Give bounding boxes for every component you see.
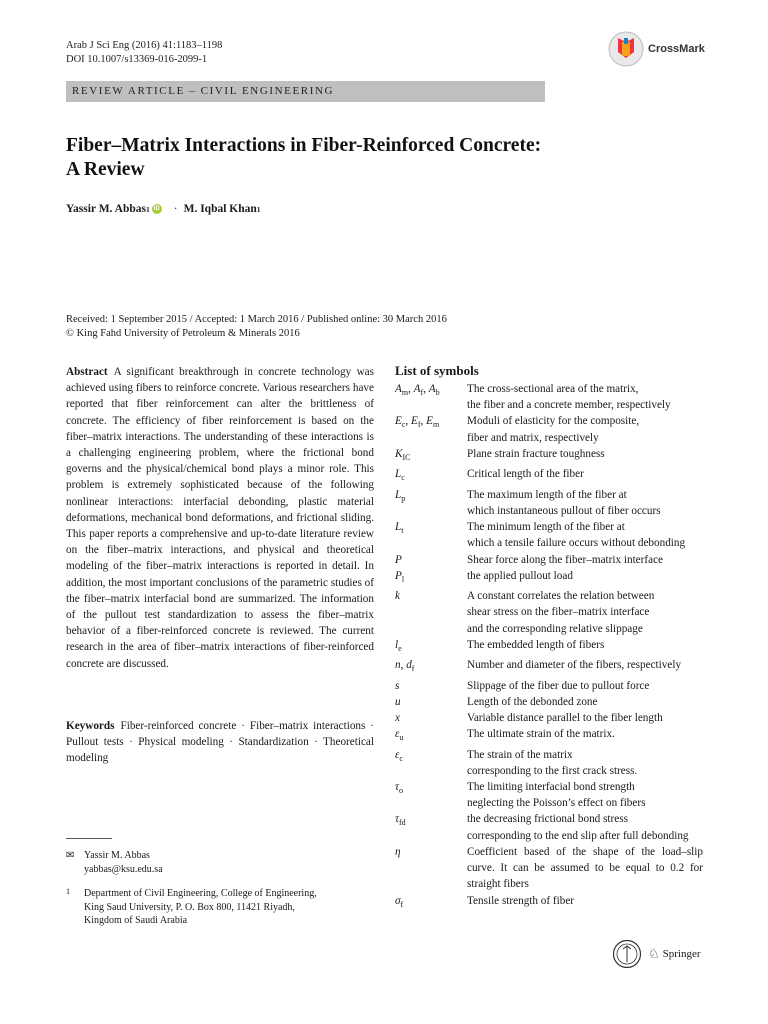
author-2[interactable]: M. Iqbal Khan xyxy=(183,203,257,215)
author-1-affiliation: 1 xyxy=(146,204,150,214)
abstract-text: A significant breakthrough in concrete technology was achieved using fibers to reinforce concrete. Various researchers have reported that fiber reinforcement can alter the brittleness of concrete. The efficiency of fiber reinforcement is based on the fiber–matrix interactions. The understanding of these interactions is a challenging engineering problem, where the frictional bond governs and the physical/chemical bond plays a minor role. This problem is extremely sophisticated because of the following nonlinear interactions: interfacial debonding, plastic material deformations, mechanical bond deformations, and frictional sliding. This paper reports a comprehensive and up-to-date literature review on the fiber–matrix interactions, and physical and theoretical modeling of the fiber–matrix interactions is reported in detail. In addition, the most important conclusions of the parametric studies of the fiber–matrix interfacial bond are summarized. The information of the pullout test standardization to assess the fiber–matrix behavior of a fiber-reinforced concrete is reviewed. The current research in the area of fiber–matrix interactions of fiber-reinforced concrete are discussed. xyxy=(66,366,374,670)
symbol-notation: $\sigma_f$ xyxy=(395,894,404,909)
title-line-2: A Review xyxy=(66,159,145,180)
symbol-definition: Critical length of the fiber xyxy=(467,468,584,481)
symbol-definition: The minimum length of the fiber at which a tensile failure occurs without debonding xyxy=(467,521,686,550)
doi-line[interactable]: DOI 10.1007/s13369-016-2099-1 xyxy=(66,54,208,65)
symbol-definition: Length of the debonded zone xyxy=(467,695,598,708)
symbol-row xyxy=(395,726,703,746)
publication-history xyxy=(66,313,706,341)
symbol-row xyxy=(395,779,703,811)
symbol-definition: Variable distance parallel to the fiber length xyxy=(467,712,663,725)
symbol-row xyxy=(395,637,703,657)
symbol-row xyxy=(395,588,703,637)
symbol-row xyxy=(395,844,703,893)
abstract-section xyxy=(66,364,374,672)
category-text: REVIEW ARTICLE – CIVIL ENGINEERING xyxy=(72,85,335,97)
symbol-notation: $l_e$ xyxy=(395,638,402,653)
symbol-definition: The cross-sectional area of the matrix, the fiber and a concrete member, respectively xyxy=(467,383,671,412)
keywords-label: Keywords xyxy=(66,720,115,732)
symbol-definition: The ultimate strain of the matrix. xyxy=(467,728,615,741)
symbol-notation: $A_m$, $A_f$, $A_b$ xyxy=(395,383,440,398)
keywords-section xyxy=(66,718,374,767)
symbol-definition: The strain of the matrix corresponding to the first crack stress. xyxy=(467,748,638,777)
symbol-row xyxy=(395,657,703,677)
symbol-row xyxy=(395,694,703,710)
symbol-definition: Number and diameter of the fibers, respectively xyxy=(467,659,682,672)
keywords-text: Fiber-reinforced concrete · Fiber–matrix interactions · Pullout tests · Physical modeling · Standardization · Theoretical modeling xyxy=(66,720,374,765)
footnote-divider xyxy=(66,838,112,839)
author-separator: · xyxy=(173,203,178,215)
symbol-notation: $L_t$ xyxy=(395,521,404,536)
symbol-notation: $\varepsilon_u$ xyxy=(395,728,404,743)
symbol-notation: k xyxy=(395,590,400,603)
corresponding-name: Yassir M. Abbas xyxy=(84,850,150,861)
symbol-row xyxy=(395,552,703,568)
symbol-row xyxy=(395,568,703,588)
symbol-definition: Slippage of the fiber due to pullout force xyxy=(467,679,650,692)
symbol-definition: Moduli of elasticity for the composite, fiber and matrix, respectively xyxy=(467,415,640,444)
symbol-definition: Shear force along the fiber–matrix interface xyxy=(467,553,663,566)
symbol-notation: $P_l$ xyxy=(395,569,405,584)
crossmark-badge[interactable] xyxy=(608,30,705,68)
symbols-list xyxy=(395,381,703,913)
symbol-notation: $\varepsilon_c$ xyxy=(395,748,403,763)
paper-title xyxy=(66,134,686,182)
symbol-notation: n, $d_f$ xyxy=(395,659,415,674)
journal-reference xyxy=(66,39,222,67)
symbol-row xyxy=(395,487,703,519)
symbols-heading: List of symbols xyxy=(395,363,479,378)
publisher-logo xyxy=(612,939,701,969)
symbol-definition: The limiting interfacial bond strength neglecting the Poisson’s effect on fibers xyxy=(467,781,646,810)
symbol-definition: The maximum length of the fiber at which instantaneous pullout of fiber occurs xyxy=(467,488,661,517)
symbol-definition: Coefficient based of the shape of the load–slip curve. It can be assumed to be equal to 0.2 for straight fibers xyxy=(467,845,703,891)
symbol-row xyxy=(395,747,703,779)
symbol-notation: x xyxy=(395,712,400,725)
affiliation-line: Department of Civil Engineering, College of Engineering, xyxy=(84,888,317,899)
symbol-definition: A constant correlates the relation between shear stress on the fiber–matrix interface and the corresponding relative slippage xyxy=(467,590,655,635)
orcid-icon[interactable]: iD xyxy=(153,206,160,212)
symbol-notation: η xyxy=(395,845,401,858)
symbol-row xyxy=(395,381,703,413)
history-dates: Received: 1 September 2015 / Accepted: 1 March 2016 / Published online: 30 March 2016 xyxy=(66,314,447,325)
symbol-row xyxy=(395,811,703,843)
envelope-icon: ✉ xyxy=(66,850,75,861)
symbol-notation: P xyxy=(395,553,402,566)
symbol-definition: The embedded length of fibers xyxy=(467,638,605,651)
symbol-notation: $\tau_{fd}$ xyxy=(395,813,406,828)
symbol-notation: $E_c$, $E_f$, $E_m$ xyxy=(395,415,440,430)
author-1[interactable]: Yassir M. Abbas xyxy=(66,203,146,215)
symbol-definition: Plane strain fracture toughness xyxy=(467,447,605,460)
category-banner xyxy=(66,81,545,102)
symbol-row xyxy=(395,446,703,466)
symbol-definition: the applied pullout load xyxy=(467,569,573,582)
affiliation-number: 1 xyxy=(66,887,70,896)
publisher-name: Springer xyxy=(662,948,701,960)
affiliation-line: Kingdom of Saudi Arabia xyxy=(84,915,188,926)
corresponding-email[interactable]: yabbas@ksu.edu.sa xyxy=(84,863,163,875)
crossmark-label: CrossMark xyxy=(648,43,705,55)
symbol-notation: s xyxy=(395,679,400,692)
symbol-notation: $\tau_o$ xyxy=(395,781,404,796)
title-line-1: Fiber–Matrix Interactions in Fiber-Reinforced Concrete: xyxy=(66,135,542,156)
symbol-notation: $L_p$ xyxy=(395,488,406,503)
corresponding-author xyxy=(66,849,163,876)
affiliation-line: King Saud University, P. O. Box 800, 11421 Riyadh, xyxy=(84,901,295,913)
author-list xyxy=(66,203,261,215)
affiliation xyxy=(66,887,317,928)
crossmark-icon xyxy=(608,30,644,68)
symbol-row xyxy=(395,678,703,694)
springer-horse-icon: ♘ xyxy=(648,946,660,962)
journal-line: Arab J Sci Eng (2016) 41:1183–1198 xyxy=(66,40,223,51)
symbol-definition: the decreasing frictional bond stress corresponding to the end slip after full debonding xyxy=(467,813,689,842)
abstract-label: Abstract xyxy=(66,366,108,378)
symbol-notation: $K_{IC}$ xyxy=(395,447,411,463)
symbol-row xyxy=(395,466,703,486)
symbol-row xyxy=(395,893,703,913)
symbol-notation: u xyxy=(395,695,401,708)
symbol-row xyxy=(395,413,703,445)
symbol-row xyxy=(395,710,703,726)
seal-icon xyxy=(612,939,642,969)
author-2-affiliation: 1 xyxy=(256,204,261,214)
symbol-definition: Tensile strength of fiber xyxy=(467,894,575,907)
symbol-notation: $L_c$ xyxy=(395,468,405,483)
copyright-line: © King Fahd University of Petroleum & Minerals 2016 xyxy=(66,328,300,339)
symbol-row xyxy=(395,519,703,551)
